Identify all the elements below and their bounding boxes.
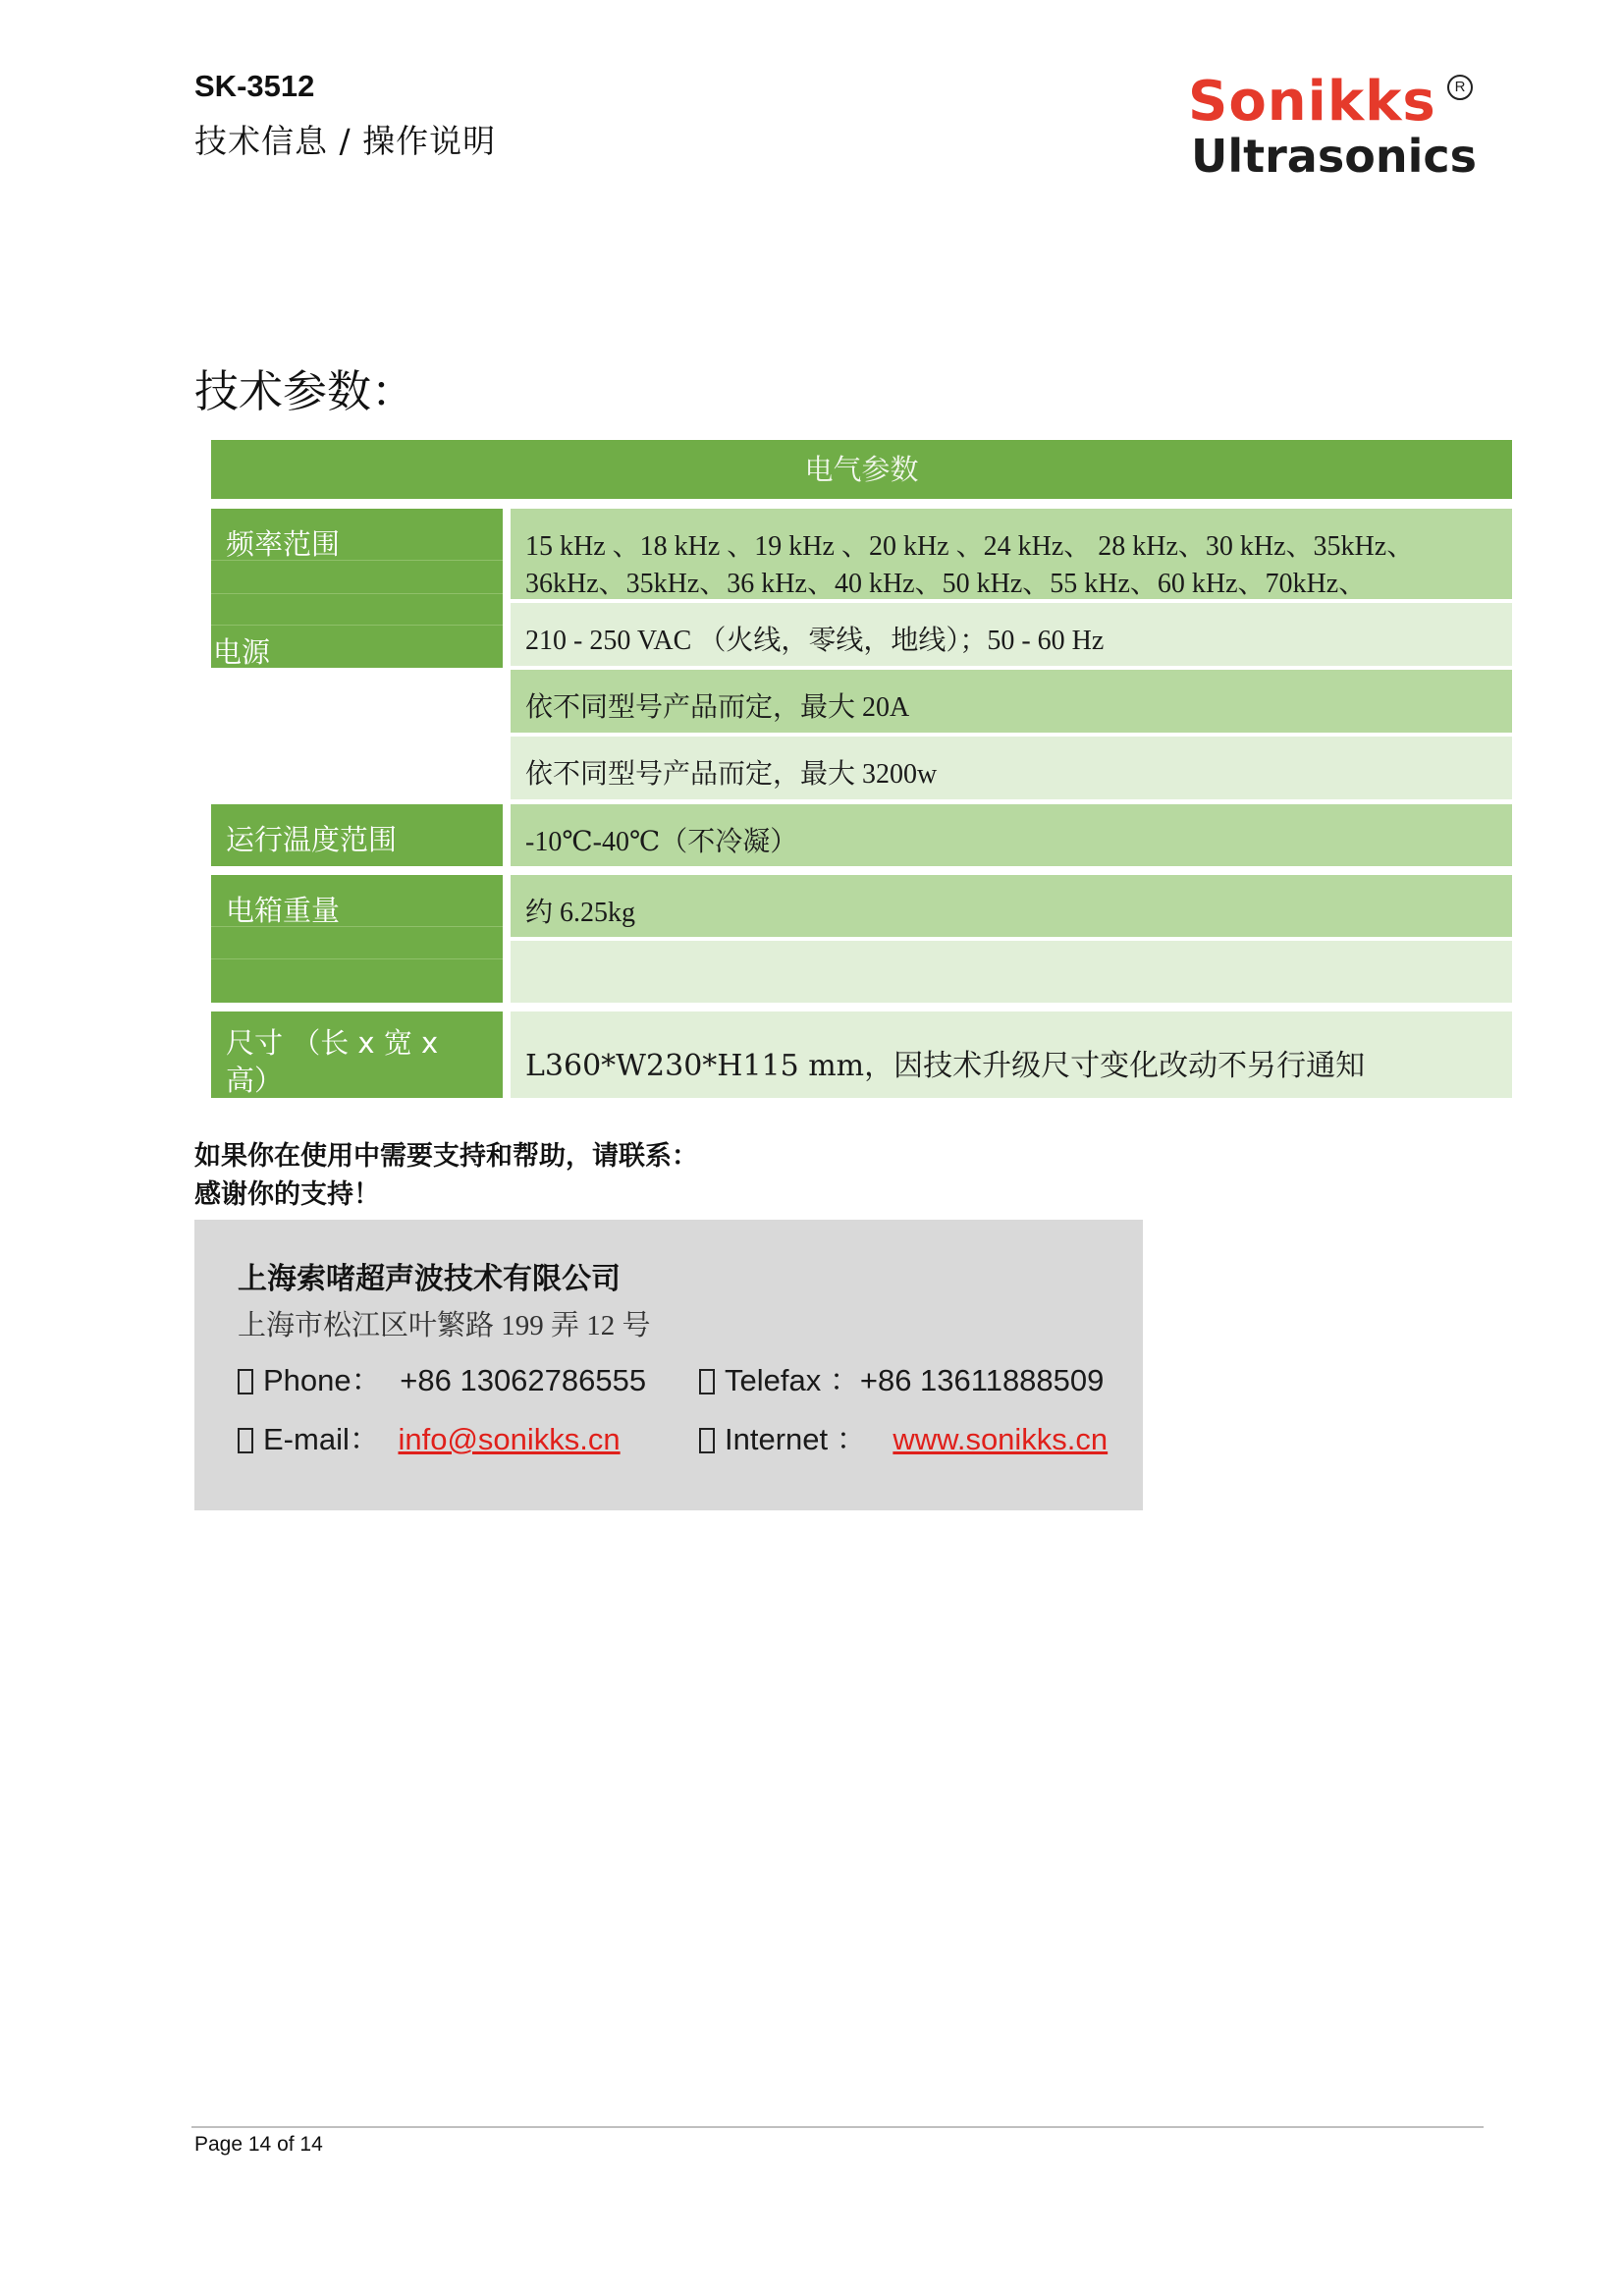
email-link[interactable]: info@sonikks.cn (398, 1422, 621, 1456)
page-number: Page 14 of 14 (194, 2133, 323, 2156)
brand-logo-tagline: Ultrasonics (1191, 130, 1477, 183)
value-frequency-line2: 36kHz、35kHz、36 kHz、40 kHz、50 kHz、55 kHz、60 kHz、70kHz、 (525, 569, 1367, 599)
value-dimensions (511, 1011, 1512, 1098)
label-weight: 电箱重量 (226, 894, 341, 927)
company-name: 上海索啫超声波技术有限公司 (238, 1262, 621, 1296)
fax-icon (699, 1369, 715, 1394)
help-line-1: 如果你在使用中需要支持和帮助，请联系： (194, 1141, 698, 1172)
value-weight (511, 875, 1512, 937)
value-power-text: 依不同型号产品而定，最大 3200w (525, 759, 938, 790)
help-line-2: 感谢你的支持！ (194, 1179, 380, 1210)
phone-row (238, 1355, 646, 1399)
phone-label: Phone： (263, 1363, 382, 1397)
value-dimensions-text: L360*W230*H115 mm，因技术升级尺寸变化改动不另行通知 (525, 1049, 1366, 1083)
email-icon (238, 1428, 253, 1453)
registered-mark-icon: R (1447, 75, 1473, 100)
section-title: 技术参数： (194, 365, 416, 417)
label-power: 电源 (213, 635, 271, 669)
table-header: 电气参数 (211, 440, 1512, 499)
value-temperature (511, 804, 1512, 866)
internet-label: Internet ： (725, 1422, 867, 1456)
brand-logo-name: Sonikks (1188, 70, 1436, 134)
label-cell-temperature (211, 804, 503, 866)
value-temperature-text: -10℃-40℃（不冷凝） (525, 827, 798, 857)
globe-icon (699, 1428, 715, 1453)
value-current-text: 依不同型号产品而定，最大 20A (525, 692, 910, 723)
value-power-supply (511, 603, 1512, 666)
label-cell-weight (211, 875, 503, 1003)
label-frequency: 频率范围 (226, 527, 341, 561)
telefax-row (699, 1355, 1104, 1399)
company-address: 上海市松江区叶繁路 199 弄 12 号 (238, 1310, 651, 1341)
email-label: E-mail： (263, 1422, 380, 1456)
telefax-label: Telefax ： (725, 1363, 860, 1397)
value-weight-text: 约 6.25kg (525, 898, 636, 928)
label-dimensions-line1: 尺寸 （长 x 宽 x (226, 1026, 439, 1060)
label-cell-dimensions (211, 1011, 503, 1098)
telefax-number: +86 13611888509 (859, 1363, 1105, 1397)
label-cell-frequency-power (211, 509, 503, 668)
value-power-supply-text: 210 - 250 VAC （火线，零线，地线）；50 - 60 Hz (525, 626, 1105, 656)
internet-row (699, 1414, 1108, 1458)
website-link[interactable]: www.sonikks.cn (893, 1422, 1109, 1456)
model-number: SK-3512 (194, 69, 315, 103)
phone-icon (238, 1369, 253, 1394)
footer-divider (191, 2126, 1484, 2128)
email-row (238, 1414, 621, 1458)
label-dimensions-line2: 高） (226, 1064, 284, 1097)
label-temperature: 运行温度范围 (226, 823, 398, 856)
phone-number: +86 13062786555 (400, 1363, 647, 1397)
value-power (511, 737, 1512, 799)
value-empty-row (511, 941, 1512, 1003)
value-frequency-line1: 15 kHz 、18 kHz 、19 kHz 、20 kHz 、24 kHz、 28 kHz、30 kHz、35kHz、 (525, 531, 1415, 562)
value-current (511, 670, 1512, 733)
value-frequency (511, 509, 1512, 599)
doc-subtitle: 技术信息 / 操作说明 (194, 122, 497, 160)
